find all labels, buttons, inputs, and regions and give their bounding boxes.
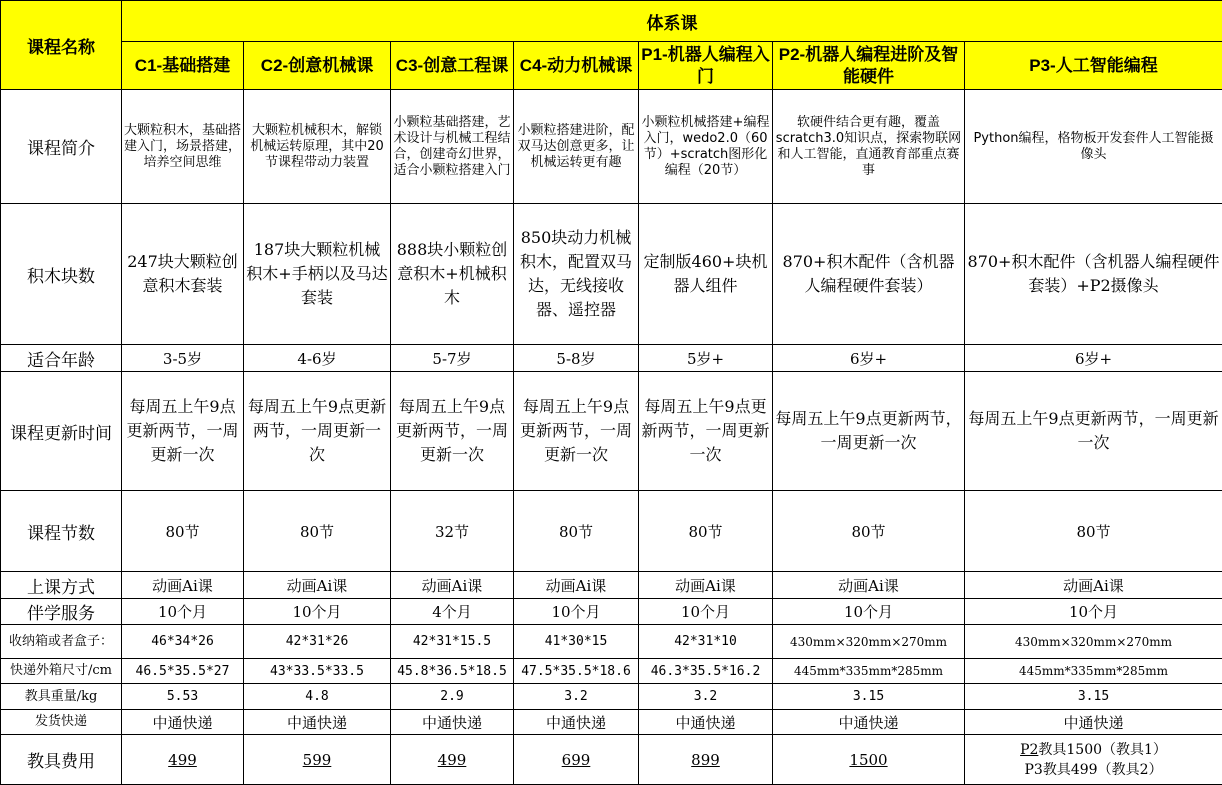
box-cell: 42*31*15.5	[391, 625, 514, 659]
table-row	[1, 659, 1222, 684]
lessons-cell: 80节	[965, 491, 1222, 572]
weight-cell: 3.2	[514, 684, 639, 710]
service-cell: 10个月	[965, 599, 1222, 625]
weight-cell: 5.53	[122, 684, 244, 710]
blocks-cell: 870+积木配件（含机器人编程硬件套装）	[773, 204, 965, 345]
row-label-box: 收纳箱或者盒子：	[1, 625, 122, 659]
shipping-cell: 中通快递	[773, 710, 965, 735]
weight-cell: 4.8	[244, 684, 391, 710]
update-cell: 每周五上午9点更新两节，一周更新一次	[244, 372, 391, 491]
box-cell: 42*31*10	[639, 625, 773, 659]
course-header-p1: P1-机器人编程入门	[639, 42, 773, 90]
service-cell: 10个月	[122, 599, 244, 625]
box-cell: 42*31*26	[244, 625, 391, 659]
cost-cell-p3	[965, 735, 1222, 785]
update-cell: 每周五上午9点更新两节，一周更新一次	[514, 372, 639, 491]
table-row	[1, 572, 1222, 599]
weight-cell: 3.15	[773, 684, 965, 710]
age-cell: 6岁+	[965, 345, 1222, 372]
row-label-age: 适合年龄	[1, 345, 122, 372]
blocks-cell: 247块大颗粒创意积木套装	[122, 204, 244, 345]
service-cell: 10个月	[514, 599, 639, 625]
weight-cell: 3.2	[639, 684, 773, 710]
cost-cell: 699	[514, 735, 639, 785]
age-cell: 4-6岁	[244, 345, 391, 372]
table-row	[1, 710, 1222, 735]
express-size-cell: 46.3*35.5*16.2	[639, 659, 773, 684]
blocks-cell: 888块小颗粒创意积木+机械积木	[391, 204, 514, 345]
intro-cell: 小颗粒机械搭建+编程入门，wedo2.0（60节）+scratch图形化编程（20节）	[639, 90, 773, 204]
update-cell: 每周五上午9点更新两节，一周更新一次	[122, 372, 244, 491]
weight-cell: 2.9	[391, 684, 514, 710]
p3-cost-line-2: P3教具499（教具2）	[967, 760, 1220, 780]
age-cell: 5岁+	[639, 345, 773, 372]
express-size-cell: 43*33.5*33.5	[244, 659, 391, 684]
shipping-cell: 中通快递	[514, 710, 639, 735]
course-header-c4: C4-动力机械课	[514, 42, 639, 90]
shipping-cell: 中通快递	[639, 710, 773, 735]
cost-cell: 499	[391, 735, 514, 785]
service-cell: 10个月	[773, 599, 965, 625]
lessons-cell: 80节	[514, 491, 639, 572]
lessons-cell: 80节	[639, 491, 773, 572]
mode-cell: 动画Ai课	[244, 572, 391, 599]
service-cell: 10个月	[244, 599, 391, 625]
update-cell: 每周五上午9点更新两节，一周更新一次	[639, 372, 773, 491]
lessons-cell: 80节	[244, 491, 391, 572]
intro-cell: Python编程，格物板开发套件人工智能摄像头	[965, 90, 1222, 204]
age-cell: 5-7岁	[391, 345, 514, 372]
age-cell: 5-8岁	[514, 345, 639, 372]
course-header-c1: C1-基础搭建	[122, 42, 244, 90]
mode-cell: 动画Ai课	[639, 572, 773, 599]
course-header-p2: P2-机器人编程进阶及智能硬件	[773, 42, 965, 90]
cost-cell: 599	[244, 735, 391, 785]
mode-cell: 动画Ai课	[122, 572, 244, 599]
shipping-cell: 中通快递	[965, 710, 1222, 735]
p3-cost-line-1	[967, 740, 1220, 760]
row-label-cost: 教具费用	[1, 735, 122, 785]
row-label-intro: 课程简介	[1, 90, 122, 204]
lessons-cell: 80节	[773, 491, 965, 572]
box-cell: 430mm×320mm×270mm	[773, 625, 965, 659]
row-label-mode: 上课方式	[1, 572, 122, 599]
express-size-cell: 445mm*335mm*285mm	[773, 659, 965, 684]
course-header-c3: C3-创意工程课	[391, 42, 514, 90]
lessons-cell: 32节	[391, 491, 514, 572]
express-size-cell: 46.5*35.5*27	[122, 659, 244, 684]
weight-cell: 3.15	[965, 684, 1222, 710]
table-row	[1, 345, 1222, 372]
age-cell: 6岁+	[773, 345, 965, 372]
row-label-express-size: 快递外箱尺寸/cm	[1, 659, 122, 684]
blocks-cell: 870+积木配件（含机器人编程硬件套装）+P2摄像头	[965, 204, 1222, 345]
table-row	[1, 599, 1222, 625]
express-size-cell: 47.5*35.5*18.6	[514, 659, 639, 684]
table-row	[1, 372, 1222, 491]
intro-cell: 小颗粒搭建进阶，配双马达创意更多，让机械运转更有趣	[514, 90, 639, 204]
table-row	[1, 204, 1222, 345]
intro-cell: 软硬件结合更有趣，覆盖scratch3.0知识点，探索物联网和人工智能，直通教育部重点赛事	[773, 90, 965, 204]
row-label-weight: 教具重量/kg	[1, 684, 122, 710]
blocks-cell: 187块大颗粒机械积木+手柄以及马达套装	[244, 204, 391, 345]
p3-cost-line-1-rest: 教具1500（教具1）	[1038, 742, 1167, 758]
intro-cell: 小颗粒基础搭建，艺术设计与机械工程结合，创建奇幻世界，适合小颗粒搭建入门	[391, 90, 514, 204]
corner-label: 课程名称	[1, 1, 122, 90]
mode-cell: 动画Ai课	[773, 572, 965, 599]
cost-cell: 899	[639, 735, 773, 785]
shipping-cell: 中通快递	[244, 710, 391, 735]
blocks-cell: 定制版460+块机器人组件	[639, 204, 773, 345]
update-cell: 每周五上午9点更新两节，一周更新一次	[965, 372, 1222, 491]
row-label-blocks: 积木块数	[1, 204, 122, 345]
express-size-cell: 445mm*335mm*285mm	[965, 659, 1222, 684]
intro-cell: 大颗粒积木，基础搭建入门，场景搭建，培养空间思维	[122, 90, 244, 204]
box-cell: 41*30*15	[514, 625, 639, 659]
table-row	[1, 684, 1222, 710]
table-row	[1, 90, 1222, 204]
row-label-lessons: 课程节数	[1, 491, 122, 572]
box-cell: 46*34*26	[122, 625, 244, 659]
table-row	[1, 625, 1222, 659]
blocks-cell: 850块动力机械积木，配置双马达，无线接收器、遥控器	[514, 204, 639, 345]
service-cell: 10个月	[639, 599, 773, 625]
course-header-c2: C2-创意机械课	[244, 42, 391, 90]
p2-link-text: P2	[1020, 742, 1038, 758]
box-cell: 430mm×320mm×270mm	[965, 625, 1222, 659]
table-row	[1, 735, 1222, 785]
row-label-shipping: 发货快递	[1, 710, 122, 735]
shipping-cell: 中通快递	[122, 710, 244, 735]
update-cell: 每周五上午9点更新两节，一周更新一次	[773, 372, 965, 491]
intro-cell: 大颗粒机械积木，解锁机械运转原理，其中20节课程带动力装置	[244, 90, 391, 204]
row-label-update: 课程更新时间	[1, 372, 122, 491]
course-header-p3: P3-人工智能编程	[965, 42, 1222, 90]
row-label-service: 伴学服务	[1, 599, 122, 625]
table-row	[1, 491, 1222, 572]
mode-cell: 动画Ai课	[514, 572, 639, 599]
service-cell: 4个月	[391, 599, 514, 625]
cost-cell: 499	[122, 735, 244, 785]
mode-cell: 动画Ai课	[391, 572, 514, 599]
shipping-cell: 中通快递	[391, 710, 514, 735]
age-cell: 3-5岁	[122, 345, 244, 372]
express-size-cell: 45.8*36.5*18.5	[391, 659, 514, 684]
cost-cell: 1500	[773, 735, 965, 785]
lessons-cell: 80节	[122, 491, 244, 572]
mode-cell: 动画Ai课	[965, 572, 1222, 599]
group-label: 体系课	[122, 1, 1222, 42]
update-cell: 每周五上午9点更新两节，一周更新一次	[391, 372, 514, 491]
